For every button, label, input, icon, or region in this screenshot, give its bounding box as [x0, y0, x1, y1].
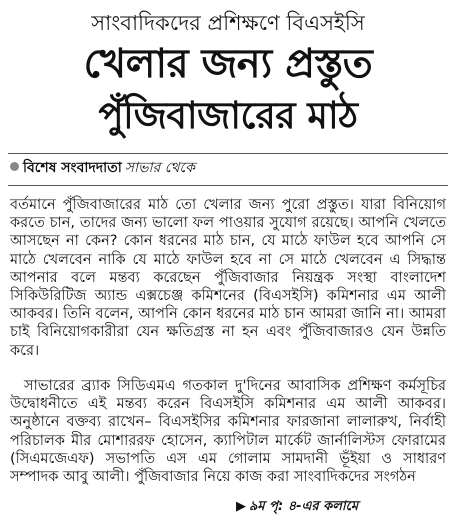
continuation-text: ৯ম পৃ: ৪-এর কলামে [249, 499, 359, 514]
headline-line-1: খেলার জন্য প্রস্তুত [83, 41, 373, 87]
byline-place: সাভার থেকে [124, 160, 195, 176]
article-paragraph-1 [10, 196, 446, 360]
byline-name: বিশেষ সংবাদদাতা [23, 160, 122, 176]
continuation-note [236, 497, 358, 518]
paragraph-2-text: সাভারের ব্র্যাক সিডিএমএ গতকাল দু'দিনের আবাসিক প্রশিক্ষণ কর্মসূচির উদ্বোধনীতে এই মন্তব্য করেন বিএসইসি কমিশনার এম আলী আকবর। অনুষ্ঠানে বক্তব্য রাখেন– বিএসইসির কমিশনার ফারজানা লালারুখ, নির্বাহী পরিচালক মীর মোশাররফ হোসেন, ক্যাপিটাল মার্কেট জার্নালিস্টস ফোরামের (সিএমজেএফ) সভাপতি এস এম গোলাম সামদানী ভূঁইয়া ও সাধারণ সম্পাদক আবু আলী। পুঁজিবাজার নিয়ে কাজ করা সাংবাদিকদের সংগঠন [10, 378, 446, 486]
triangle-right-icon: ▶ [236, 499, 246, 514]
divider-byline [8, 185, 448, 186]
byline [10, 159, 195, 177]
headline-line-2: পুঁজিবাজারের মাঠ [98, 94, 358, 137]
bullet-icon [10, 162, 19, 171]
article-kicker: সাংবাদিকদের প্রশিক্ষণে বিএসইসি [91, 11, 365, 35]
article-paragraph-2 [10, 377, 446, 486]
divider-top [8, 153, 448, 154]
paragraph-1-text: বর্তমানে পুঁজিবাজারের মাঠ তো খেলার জন্য পুরো প্রস্তুত। যারা বিনিয়োগ করতে চান, তাদের জন্য ভালো ফল পাওয়ার সুযোগ রয়েছে। আপনি খেলতে আসছেন না কেন? কোন ধরনের মাঠ চান, যে মাঠে ফাউল হবে আপনি সে মাঠে খেলবেন নাকি যে মাঠে ফাউল হবে না সে মাঠে খেলবেন এ সিদ্ধান্ত আপনার বলে মন্তব্য করেছেন পুঁজিবাজার নিয়ন্ত্রক সংস্থা বাংলাদেশ সিকিউরিটিজ অ্যান্ড এক্সচেঞ্জ কমিশনের (বিএসইসি) কমিশনার এম আলী আকবর। তিনি বলেন, আপনি কোন ধরনের মাঠ চান আমরা জানি না। আমরা চাই বিনিয়োগকারীরা যেন ক্ষতিগ্রস্ত না হন এবং পুঁজিবাজারও যেন উন্নতি করে। [10, 197, 446, 359]
